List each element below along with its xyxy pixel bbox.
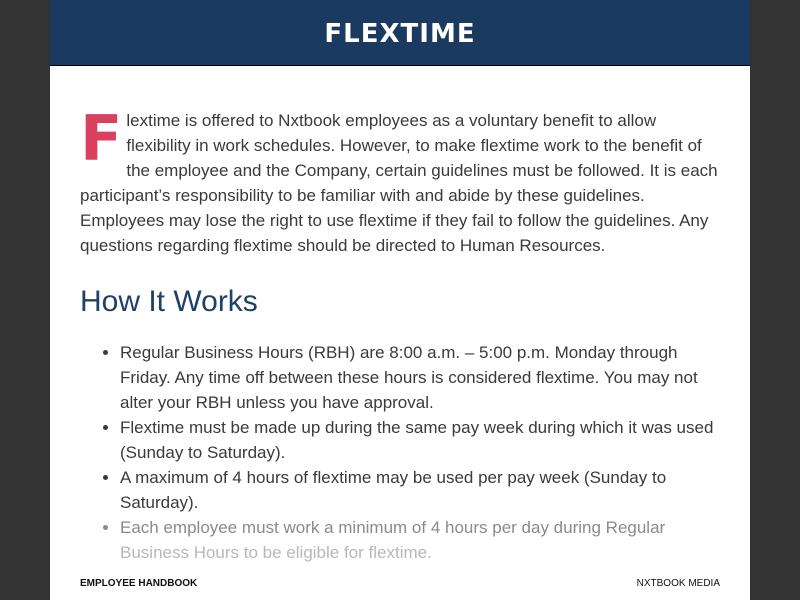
guidelines-list <box>80 340 720 565</box>
list-item: • A maximum of 4 hours of flextime may be used per pay week (Sunday to Saturday). <box>120 465 720 515</box>
page-header <box>50 0 750 66</box>
footer-handbook-label: EMPLOYEE HANDBOOK <box>80 578 198 589</box>
list-item: • Flextime must be made up during the same pay week during which it was used (Sunday to Saturday). <box>120 415 720 465</box>
document-page <box>50 0 750 600</box>
page-footer <box>80 578 720 589</box>
fade-line-1: Each employee must work a minimum of 4 hours per day during Regular <box>120 518 666 537</box>
list-item: • Regular Business Hours (RBH) are 8:00 a.m. – 5:00 p.m. Monday through Friday. Any time off between these hours is considered flextime. You may not alter your RBH unless you have approval. <box>120 340 720 415</box>
fade-line-2: Business Hours to be eligible for flextime. <box>120 543 432 562</box>
intro-text: lextime is offered to Nxtbook employees as a voluntary benefit to allow flexibility in work schedules. However, to make flextime work to the benefit of the employee and the Company, certain guidelines must be followed. It is each participant’s responsibility to be familiar with and abide by these guidelines. Employees may lose the right to use flextime if they fail to follow the guidelines. Any questions regarding flextime should be directed to Human Resources. <box>80 111 718 255</box>
intro-paragraph <box>80 102 720 258</box>
footer-company-label: NXTBOOK MEDIA <box>636 578 720 589</box>
list-item-faded <box>120 515 720 565</box>
section-heading: How It Works <box>80 285 258 318</box>
page-title: FLEXTIME <box>324 18 476 49</box>
page-content <box>50 66 750 565</box>
drop-cap: F <box>80 102 123 175</box>
